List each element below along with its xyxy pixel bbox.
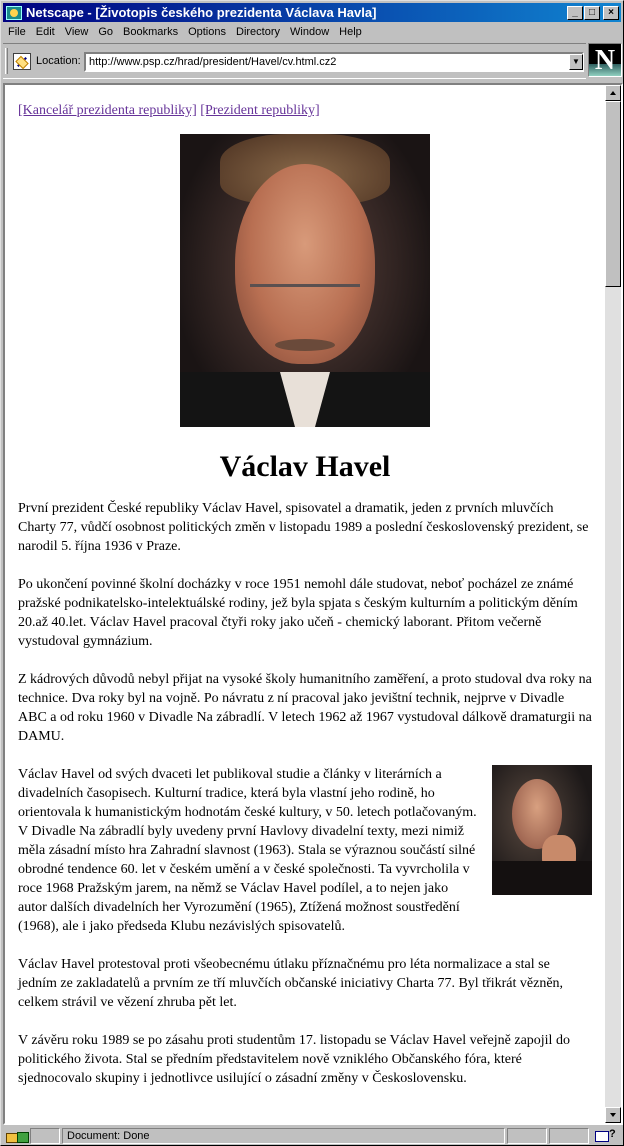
status-panel-progress <box>30 1128 60 1144</box>
breadcrumb <box>18 101 592 120</box>
menu-edit[interactable]: Edit <box>35 26 55 38</box>
arrow-up-icon <box>610 91 616 95</box>
paragraph-5: Václav Havel protestoval proti všeobecnému útlaku příznačnému pro léta normalizace a stal se jedním ze zakladatelů a prvním ze tří mluvčích občanské iniciativy Charta 77. Byl třikrát vězněn, celkem strávil ve vězení zhruba pět let. <box>18 957 564 1010</box>
paragraph-3: Z kádrových důvodů nebyl přijat na vysoké školy humanitního zaměření, a proto studoval dva roky na technice. Dva roky byl na vojně. Po návratu z ní pracoval jako jevištní technik, nejprve v Divadle ABC a od roku 1960 v Divadle Na zábradlí. V letech 1962 až 1967 vystudoval dálkově dramaturgii na DAMU. <box>18 672 592 744</box>
menu-options[interactable]: Options <box>188 26 226 38</box>
menu-window[interactable]: Window <box>290 26 330 38</box>
menu-directory[interactable]: Directory <box>236 26 281 38</box>
url-dropdown-button[interactable]: ▼ <box>569 54 583 70</box>
menu-view[interactable]: View <box>64 26 89 38</box>
netscape-app-icon[interactable] <box>6 6 22 20</box>
page-title: Václav Havel <box>219 450 391 483</box>
status-panel-4 <box>549 1128 589 1144</box>
portrait-moustache <box>275 339 335 351</box>
menu-file[interactable]: File <box>8 26 26 38</box>
arrow-down-icon <box>610 1113 616 1117</box>
link-kancelar[interactable]: [Kancelář prezidenta republiky] <box>18 103 197 118</box>
url-input[interactable]: http://www.psp.cz/hrad/president/Havel/cv.html.cz2 <box>84 52 584 72</box>
status-bar <box>3 1127 621 1145</box>
mail-icon[interactable] <box>591 1128 621 1144</box>
toolbar-grip[interactable] <box>5 48 8 74</box>
thoughtful-photo <box>492 765 592 895</box>
logo-letter: N <box>594 45 616 76</box>
status-panel-3 <box>507 1128 547 1144</box>
minimize-button[interactable]: _ <box>567 6 583 20</box>
location-toolbar <box>3 43 586 79</box>
menu-bar <box>3 23 367 41</box>
vertical-scrollbar[interactable] <box>605 85 621 1123</box>
paragraph-4-part-b: V Divadle Na zábradlí byly uvedeny první Havlovy divadelní texty, mezi nimiž měla zásadní místo hra Zahradní slavnost (1963). Stala se výraznou součástí silné obrodné tendence 60. let v českém umění a v české společnosti. Ta vyvrcholila v roce 1968 Pražským jarem, na němž se Václav Havel podílel, a to nejen jako autor dalších divadelních her Vyrozumění (1965), Ztížená možnost soustředění (1968), ale i jako předseda Klubu nezávislých spisovatelů. <box>18 824 476 934</box>
title-bar[interactable] <box>3 3 621 22</box>
scroll-thumb[interactable] <box>605 101 621 287</box>
menu-go[interactable]: Go <box>98 26 114 38</box>
window-title: Netscape - [Životopis českého prezidenta Václava Havla] <box>26 5 377 20</box>
close-button[interactable]: × <box>603 6 619 20</box>
paragraph-4 <box>18 765 592 936</box>
status-text: Document: Done <box>62 1128 505 1144</box>
portrait-face <box>235 164 375 364</box>
content-viewport <box>3 83 623 1125</box>
menu-help[interactable]: Help <box>339 26 362 38</box>
menu-bookmarks[interactable]: Bookmarks <box>123 26 179 38</box>
location-label: Location: <box>36 55 81 67</box>
link-prezident[interactable]: [Prezident republiky] <box>200 103 320 118</box>
bookmark-quickfile-icon[interactable] <box>13 53 31 70</box>
paragraph-2: Po ukončení povinné školní docházky v roce 1951 nemohl dále studovat, neboť pocházel ze známé pražské podnikatelsko-intelektuálské rodiny, jež byla spjata s českým kulturním a politickým děním 20.až 40.let. Václav Havel pracoval čtyři roky jako učeň - chemický laborant. Přitom večerně vystudoval gymnázium. <box>18 577 578 649</box>
paragraph-4-part-a: Václav Havel od svých dvaceti let publikoval studie a články v literárních a divadelních časopisech. Kulturní tradice, která byla vlastní jeho rodině, ho orientovala k humanistickým hodnotám české kultury, v 50. letech potlačovaným. <box>18 767 477 820</box>
netscape-logo[interactable] <box>588 43 622 77</box>
scroll-up-button[interactable] <box>605 85 621 101</box>
paragraph-6: V závěru roku 1989 se po zásahu proti studentům 17. listopadu se Václav Havel veřejně zapojil do politického života. Stal se předním představitelem nově vzniklého Občanského fóra, které sjednocovalo skupiny i jednotlivce usilující o zásadní změny v Československu. <box>18 1033 570 1086</box>
thumb-suit <box>492 861 592 895</box>
paragraph-1: První prezident České republiky Václav Havel, spisovatel a dramatik, jeden z prvních mluvčích Charty 77, vůdčí osobnost politických změn v listopadu 1989 a poslední československý prezident, se narodil 5. října 1936 v Praze. <box>18 501 589 554</box>
page-content <box>5 85 605 1107</box>
security-key-icon[interactable] <box>5 1129 29 1143</box>
maximize-button[interactable]: □ <box>584 6 600 20</box>
portrait-photo <box>180 134 430 427</box>
portrait-glasses <box>250 284 360 314</box>
scroll-down-button[interactable] <box>605 1107 621 1123</box>
